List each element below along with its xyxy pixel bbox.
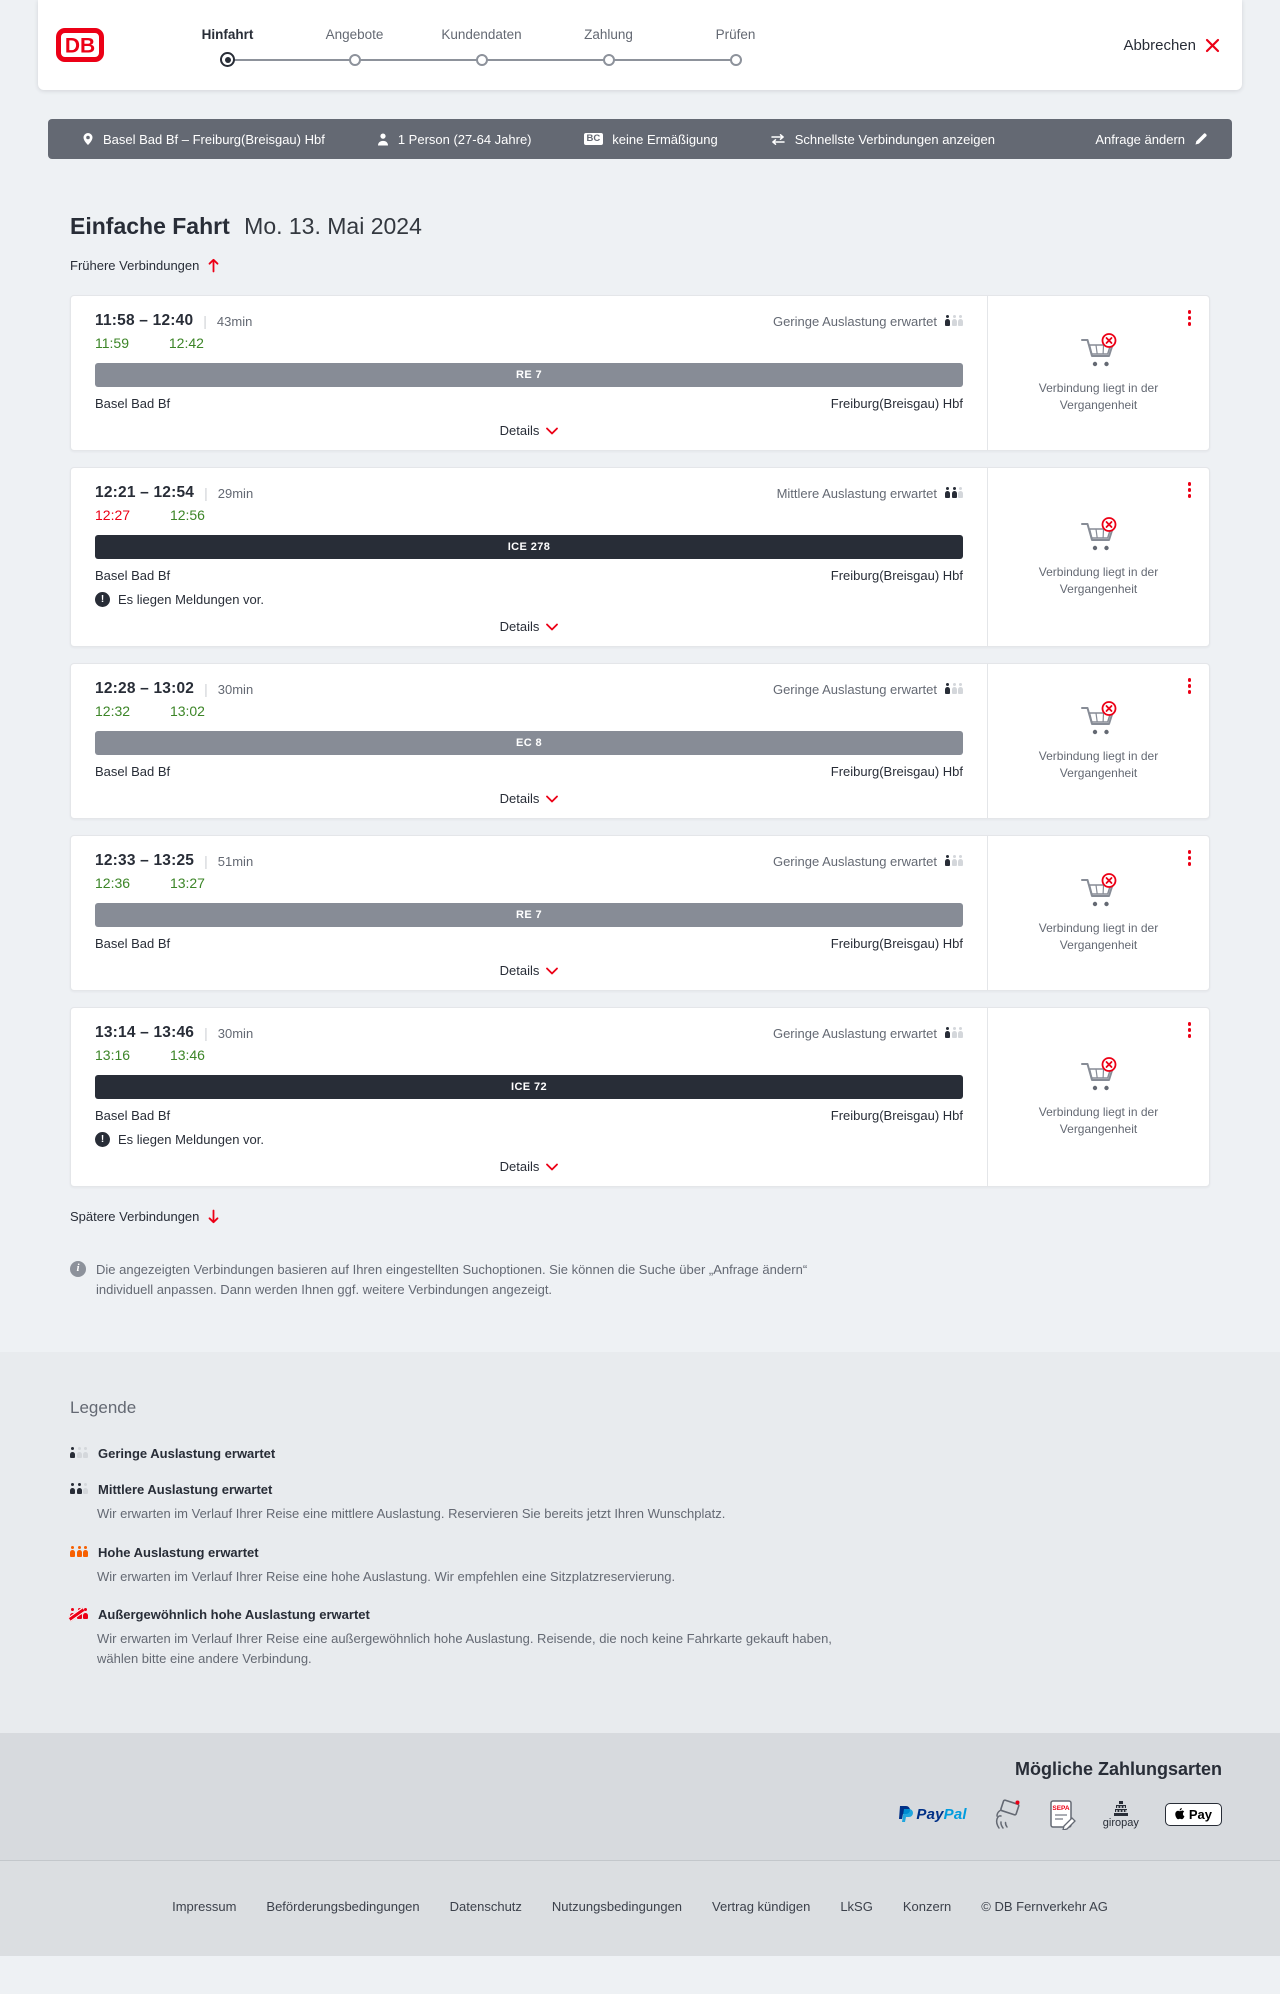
origin-station: Basel Bad Bf <box>95 764 171 779</box>
connections-list <box>70 295 1210 1187</box>
giropay-tower-icon <box>1112 1800 1130 1816</box>
search-options-notice <box>70 1260 1210 1300</box>
booking-side-panel <box>987 468 1209 646</box>
apple-pay-badge <box>1165 1803 1222 1826</box>
occupancy-low-icon <box>70 1446 88 1461</box>
destination-station: Freiburg(Breisgau) Hbf <box>830 1108 963 1123</box>
page-title <box>70 213 1210 240</box>
alert-icon: ! <box>95 1132 110 1147</box>
legend-title: Legende <box>70 1398 137 1418</box>
top-navigation-bar <box>38 0 1242 90</box>
step-label: Kundendaten <box>441 26 522 42</box>
occupancy-indicator <box>773 854 963 869</box>
destination-station: Freiburg(Breisgau) Hbf <box>830 568 963 583</box>
destination-station: Freiburg(Breisgau) Hbf <box>830 396 963 411</box>
footer-link-lksg[interactable]: LkSG <box>840 1899 873 1915</box>
cart-unavailable-icon <box>1076 700 1122 738</box>
booking-side-panel <box>987 664 1209 818</box>
details-toggle[interactable] <box>95 1159 963 1174</box>
person-icon <box>377 133 389 146</box>
message-text: Es liegen Meldungen vor. <box>118 1132 264 1147</box>
connection-details <box>71 664 987 818</box>
booking-side-panel <box>987 296 1209 450</box>
occupancy-label: Geringe Auslastung erwartet <box>772 313 937 329</box>
details-toggle[interactable] <box>95 963 963 978</box>
origin-station: Basel Bad Bf <box>95 1108 171 1123</box>
passenger-text: 1 Person (27-64 Jahre) <box>397 131 532 147</box>
alert-icon: ! <box>95 592 110 607</box>
legend-section <box>0 1352 1280 1733</box>
footer-link-befoerderungsbedingungen[interactable]: Beförderungsbedingungen <box>266 1899 420 1915</box>
connection-card <box>70 1007 1210 1187</box>
occupancy-exceptional-icon <box>70 1607 88 1622</box>
real-arrival-time: 13:46 <box>169 1047 205 1063</box>
legend-description: Wir erwarten im Verlauf Ihrer Reise eine hohe Auslastung. Wir empfehlen eine Sitzplatzreservierung. <box>97 1568 676 1584</box>
search-summary-bar <box>48 119 1232 159</box>
legend-item <box>70 1482 1210 1524</box>
footer-copyright: © DB Fernverkehr AG <box>981 1899 1108 1915</box>
details-toggle[interactable] <box>95 791 963 806</box>
footer-link-impressum[interactable]: Impressum <box>172 1899 237 1915</box>
payment-methods-title: Mögliche Zahlungsarten <box>1014 1759 1222 1780</box>
edit-request-label: Anfrage ändern <box>1095 131 1185 147</box>
payment-methods-section <box>0 1733 1280 1860</box>
close-icon <box>1205 38 1220 53</box>
notice-text: Die angezeigten Verbindungen basieren auf Ihren eingestellten Suchoptionen. Sie können die Suche über „Anfrage ändern“ individuell anpassen. Dann werden Ihnen ggf. weitere Verbindungen angezeigt. <box>96 1262 808 1298</box>
connection-details <box>71 836 987 990</box>
arrow-down-icon <box>207 1209 220 1224</box>
scheduled-times: 13:14 – 13:46 <box>95 1024 195 1041</box>
step-label: Prüfen <box>715 26 756 42</box>
travel-date: Mo. 13. Mai 2024 <box>244 213 422 239</box>
occupancy-indicator <box>773 1026 963 1041</box>
details-label: Details <box>499 619 540 634</box>
apple-pay-wordmark: Pay <box>1188 1806 1212 1822</box>
step-zahlung <box>545 27 672 68</box>
step-label: Angebote <box>325 26 384 42</box>
route-summary <box>82 132 325 147</box>
trip-type: Einfache Fahrt <box>70 213 230 239</box>
past-connection-note: Verbindung liegt in der Vergangenheit <box>1038 380 1159 412</box>
scheduled-times: 12:21 – 12:54 <box>95 484 195 501</box>
message-text: Es liegen Meldungen vor. <box>118 592 264 607</box>
cancel-button[interactable] <box>1123 37 1220 54</box>
pencil-icon <box>1194 132 1208 146</box>
legend-item <box>70 1545 1210 1587</box>
cart-unavailable-icon <box>1076 872 1122 910</box>
occupancy-high-icon <box>70 1545 88 1560</box>
legend-label: Hohe Auslastung erwartet <box>98 1544 259 1560</box>
message-row <box>95 1132 963 1147</box>
booking-side-panel <box>987 1008 1209 1186</box>
connection-card <box>70 467 1210 647</box>
details-toggle[interactable] <box>95 619 963 634</box>
occupancy-label: Geringe Auslastung erwartet <box>772 681 937 697</box>
more-options-button[interactable] <box>1186 676 1194 696</box>
trip-duration: 51min <box>217 853 254 869</box>
paypal-pp-icon <box>897 1805 913 1823</box>
paypal-logo <box>897 1805 966 1823</box>
results-main <box>0 213 1280 1300</box>
fastest-connections-toggle[interactable] <box>770 132 995 147</box>
train-line-bar: EC 8 <box>95 731 963 755</box>
step-pruefen <box>672 27 799 68</box>
payment-icons-row <box>897 1798 1222 1830</box>
step-dot <box>730 54 742 66</box>
train-line-bar: RE 7 <box>95 363 963 387</box>
past-connection-note: Verbindung liegt in der Vergangenheit <box>1038 748 1159 780</box>
connection-card <box>70 295 1210 451</box>
message-row <box>95 592 963 607</box>
chevron-down-icon <box>546 623 558 631</box>
real-departure-time: 12:36 <box>95 875 131 891</box>
occupancy-label: Geringe Auslastung erwartet <box>772 1025 937 1041</box>
separator: | <box>204 681 208 697</box>
origin-station: Basel Bad Bf <box>95 396 171 411</box>
cart-unavailable-icon <box>1076 516 1122 554</box>
past-connection-note: Verbindung liegt in der Vergangenheit <box>1038 920 1159 952</box>
db-logo <box>56 28 104 62</box>
step-label: Zahlung <box>584 26 633 42</box>
checkout-stepper <box>164 23 799 68</box>
occupancy-icon <box>945 682 963 697</box>
occupancy-label: Geringe Auslastung erwartet <box>772 853 937 869</box>
connection-details <box>71 1008 987 1186</box>
occupancy-indicator <box>773 314 963 329</box>
destination-station: Freiburg(Breisgau) Hbf <box>830 764 963 779</box>
footer-link-datenschutz[interactable]: Datenschutz <box>449 1899 522 1915</box>
apple-icon <box>1175 1808 1186 1821</box>
connection-card <box>70 835 1210 991</box>
footer-link-konzern[interactable]: Konzern <box>902 1899 952 1915</box>
step-kundendaten <box>418 27 545 68</box>
details-label: Details <box>499 963 540 978</box>
real-arrival-time: 13:27 <box>169 875 205 891</box>
details-label: Details <box>499 791 540 806</box>
real-arrival-time: 12:56 <box>169 507 205 523</box>
more-options-button[interactable] <box>1186 308 1194 328</box>
giropay-wordmark: giropay <box>1102 1816 1139 1829</box>
legend-item <box>70 1607 1210 1668</box>
page-footer <box>0 1860 1280 1956</box>
footer-link-vertrag-kuendigen[interactable]: Vertrag kündigen <box>712 1899 811 1915</box>
chevron-down-icon <box>546 1163 558 1171</box>
chevron-down-icon <box>546 795 558 803</box>
past-connection-note: Verbindung liegt in der Vergangenheit <box>1038 564 1159 596</box>
real-departure-time: 13:16 <box>95 1047 131 1063</box>
discount-summary <box>584 132 718 147</box>
cart-unavailable-icon <box>1076 1056 1122 1094</box>
later-connections-link[interactable]: Spätere Verbindungen <box>70 1209 220 1224</box>
scheduled-times: 12:33 – 13:25 <box>95 852 195 869</box>
cart-unavailable-icon <box>1076 332 1122 370</box>
trip-duration: 30min <box>217 681 254 697</box>
swap-arrows-icon <box>770 133 786 146</box>
cancel-label: Abbrechen <box>1123 36 1196 54</box>
footer-links <box>0 1899 1280 1914</box>
details-label: Details <box>499 423 540 438</box>
bahncard-badge: BC <box>584 133 604 146</box>
legend-label: Mittlere Auslastung erwartet <box>98 1482 273 1498</box>
legend-label: Außergewöhnlich hohe Auslastung erwartet <box>98 1607 370 1623</box>
chevron-down-icon <box>546 427 558 435</box>
real-departure-time: 11:59 <box>95 335 129 351</box>
details-label: Details <box>499 1159 540 1174</box>
step-dot <box>476 54 488 66</box>
footer-link-nutzungsbedingungen[interactable]: Nutzungsbedingungen <box>551 1899 683 1915</box>
legend-item <box>70 1446 1210 1461</box>
trip-duration: 29min <box>217 485 254 501</box>
origin-station: Basel Bad Bf <box>95 568 171 583</box>
chevron-down-icon <box>546 967 558 975</box>
separator: | <box>204 853 208 869</box>
discount-text: keine Ermäßigung <box>612 131 718 147</box>
step-angebote <box>291 27 418 68</box>
edit-request-button[interactable] <box>1095 132 1208 147</box>
train-line-bar: RE 7 <box>95 903 963 927</box>
occupancy-icon <box>945 314 963 329</box>
occupancy-icon <box>945 854 963 869</box>
occupancy-icon <box>945 486 963 501</box>
occupancy-indicator <box>777 486 963 501</box>
step-dot-active <box>220 52 235 67</box>
passenger-summary <box>377 132 532 147</box>
map-pin-icon <box>82 132 94 146</box>
legend-description: Wir erwarten im Verlauf Ihrer Reise eine außergewöhnlich hohe Auslastung. Reisende, die noch keine Fahrkarte gekauft haben, wählen bitte eine andere Verbindung. <box>97 1631 832 1666</box>
legend-description: Wir erwarten im Verlauf Ihrer Reise eine mittlere Auslastung. Reservieren Sie bereits jetzt Ihren Wunschplatz. <box>97 1506 726 1522</box>
sepa-lastschrift-icon <box>1049 1798 1077 1830</box>
separator: | <box>203 313 207 329</box>
step-dot <box>349 54 361 66</box>
step-label: Hinfahrt <box>201 26 254 42</box>
fastest-connections-label: Schnellste Verbindungen anzeigen <box>794 131 995 147</box>
connection-details <box>71 296 987 450</box>
route-text: Basel Bad Bf – Freiburg(Breisgau) Hbf <box>103 131 325 147</box>
more-options-button[interactable] <box>1186 480 1194 500</box>
occupancy-medium-icon <box>70 1482 88 1497</box>
occupancy-label: Mittlere Auslastung erwartet <box>776 485 937 501</box>
real-departure-time: 12:32 <box>95 703 131 719</box>
details-toggle[interactable] <box>95 423 963 438</box>
credit-card-icon <box>993 1798 1023 1830</box>
step-hinfahrt <box>164 27 291 68</box>
real-arrival-time: 12:42 <box>168 335 204 351</box>
booking-side-panel <box>987 836 1209 990</box>
more-options-button[interactable] <box>1186 1020 1194 1040</box>
info-icon: i <box>70 1261 86 1277</box>
giropay-logo <box>1103 1800 1139 1829</box>
real-arrival-time: 13:02 <box>169 703 205 719</box>
train-line-bar: ICE 72 <box>95 1075 963 1099</box>
separator: | <box>204 485 208 501</box>
svg-text:SEPA: SEPA <box>1052 1805 1070 1813</box>
occupancy-icon <box>945 1026 963 1041</box>
more-options-button[interactable] <box>1186 848 1194 868</box>
connection-details <box>71 468 987 646</box>
train-line-bar: ICE 278 <box>95 535 963 559</box>
trip-duration: 30min <box>217 1025 254 1041</box>
past-connection-note: Verbindung liegt in der Vergangenheit <box>1038 1104 1159 1136</box>
arrow-up-icon <box>207 258 220 273</box>
real-departure-time: 12:27 <box>95 507 131 523</box>
connection-card <box>70 663 1210 819</box>
paypal-wordmark: PayPal <box>916 1805 967 1823</box>
earlier-connections-link[interactable]: Frühere Verbindungen <box>70 258 220 273</box>
scheduled-times: 12:28 – 13:02 <box>95 680 195 697</box>
occupancy-indicator <box>773 682 963 697</box>
svg-text:DB: DB <box>64 34 96 58</box>
scheduled-times: 11:58 – 12:40 <box>95 312 194 329</box>
origin-station: Basel Bad Bf <box>95 936 171 951</box>
legend-label: Geringe Auslastung erwartet <box>98 1446 276 1462</box>
trip-duration: 43min <box>216 313 253 329</box>
step-dot <box>603 54 615 66</box>
destination-station: Freiburg(Breisgau) Hbf <box>830 936 963 951</box>
separator: | <box>204 1025 208 1041</box>
